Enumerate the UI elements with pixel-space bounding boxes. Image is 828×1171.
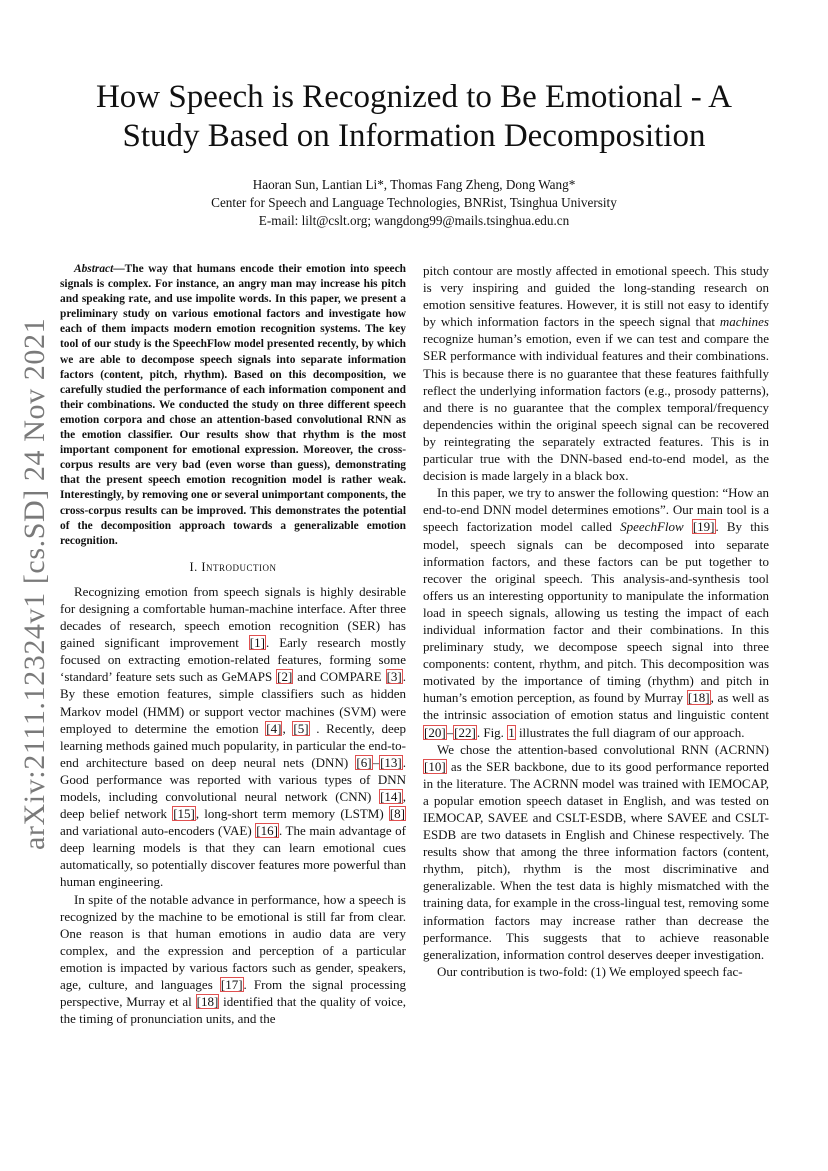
- author-block: [60, 176, 768, 230]
- arxiv-id-text: arXiv:2111.12324v1 [cs.SD] 24 Nov 2021: [18, 317, 51, 850]
- citation-link[interactable]: [8]: [389, 806, 405, 822]
- title-line-1: How Speech is Recognized to Be Emotional - A: [95, 79, 733, 115]
- citation-link[interactable]: [16]: [256, 823, 278, 839]
- section-heading-introduction: [60, 559, 406, 576]
- intro-paragraph-2-continued: pitch contour are mostly affected in emotional speech. This study is very inspiring and guided the long-standing research on emotion sensitive features. However, it is still not easy to identify by which information factors in the speech signal that machines recognize human’s emotion, even if we can test and compare the SER performance with individual features and their combinations. This is because there is no guarantee that these features faithfully reflect the underlying information factors (e.g., prosody patterns), and there is no guarantee that the complex temporal/frequency dependencies within the original speech signal can be recovered by reintegrating the separately extracted features. This is in particular true with the DNN-based end-to-end model, as the decision is made largely in a black box.: [423, 263, 769, 484]
- abstract-text: —The way that humans encode their emotion into speech signals is complex. For instance, an angry man may increase his pitch and speaking rate, and use impolite words. In this paper, we present a preliminary study on various emotional factors and investigate how each of them impacts modern emotion recognition systems. The key tool of our study is the SpeechFlow model presented recently, by which we are able to decompose speech signals into separate information factors (content, pitch, rhythm). Based on this decomposition, we carefully studied the performance of each information component and their combinations. We conducted the study on three different speech emotion corpora and chose an attention-based convolutional RNN as the emotion classifier. Our results show that rhythm is the most important component for emotional expression. Moreover, the cross-corpus results are very bad (even worse than guess), demonstrating that the present speech emotion recognition model is rather weak. Interestingly, by removing one or several unimportant components, the cross-corpus results can be improved. This demonstrates the potential of the decomposition approach towards a generalizable emotion recognition.: [60, 263, 406, 547]
- citation-link[interactable]: [10]: [424, 758, 446, 774]
- section-title: Introduction: [201, 559, 277, 574]
- citation-link[interactable]: [18]: [687, 690, 710, 706]
- right-column: [423, 262, 769, 980]
- citation-link[interactable]: [13]: [380, 754, 402, 770]
- citation-link[interactable]: [20]: [424, 724, 446, 740]
- figure-link[interactable]: 1: [508, 724, 515, 740]
- email-line: E-mail: lilt@cslt.org; wangdong99@mails.tsinghua.edu.cn: [258, 213, 570, 228]
- intro-paragraph-5: Our contribution is two-fold: (1) We employed speech fac-: [437, 963, 743, 979]
- title-line-2: Study Based on Information Decomposition: [122, 118, 706, 154]
- intro-paragraph-3: In this paper, we try to answer the following question: “How an end-to-end DNN model determines emotions”. Our main tool is a speech factorization model called SpeechFlow [19]. By this model, speech signals can be decomposed into separate information factors, and these factors can be put together to recover the original speech. This analysis-and-synthesis tool offers us an interesting opportunity to manipulate the information load in speech signals, allowing us testing the impact of each individual information factor and their combinations. In this preliminary study, we decompose speech signal into three components: content, rhythm, and pitch. This decomposition was motivated by the importance of timing (rhythm) and pitch in human’s emotion perception, as found by Murray [18], as well as the intrinsic association of emotion status and linguistic content [20]–[22]. Fig. 1 illustrates the full diagram of our approach.: [423, 485, 770, 740]
- abstract: [60, 262, 406, 549]
- citation-link[interactable]: [17]: [220, 977, 243, 993]
- citation-link[interactable]: [15]: [173, 806, 195, 822]
- citation-link[interactable]: [6]: [356, 754, 372, 770]
- citation-link[interactable]: [18]: [196, 994, 219, 1010]
- affiliation: Center for Speech and Language Technologies, BNRist, Tsinghua University: [211, 195, 617, 210]
- left-column: [60, 262, 406, 1027]
- citation-link[interactable]: [2]: [277, 669, 293, 685]
- author-names: Haoran Sun, Lantian Li*, Thomas Fang Zheng, Dong Wang*: [252, 177, 576, 192]
- citation-link[interactable]: [1]: [249, 635, 265, 651]
- intro-paragraph-1: Recognizing emotion from speech signals is highly desirable for designing a comfortable human-machine interface. After three decades of research, speech emotion recognition (SER) has gained significant improvement [1]. Early research mostly focused on extracting emotion-related features, forming some ‘standard’ feature sets such as GeMAPS [2] and COMPARE [3]. By these emotion features, simple classifiers such as hidden Markov model (HMM) or support vector machines (SVM) were employed to determine the emotion [4], [5] . Recently, deep learning methods gained much popularity, in particular the end-to-end architecture based on deep neural nets (DNN) [6]–[13]. Good performance was reported with various types of DNN models, including convolutional neural network (CNN) [14], deep belief network [15], long-short term memory (LSTM) [8] and variational auto-encoders (VAE) [16]. The main advantage of deep learning models is that they can learn emotional cues automatically, so potentially discover features more powerful than human engineering.: [60, 583, 407, 890]
- intro-paragraph-2: In spite of the notable advance in performance, how a speech is recognized by the machine to be emotional is still far from clear. One reason is that human emotions in audio data are very complex, and the expression and perception of a particular emotion is impacted by various factors such as gender, speakers, age, culture, and languages [17]. From the signal processing perspective, Murray et al [18] identified that the quality of voice, the timing of pronunciation units, and the: [60, 891, 406, 1027]
- abstract-lead: Abstract: [74, 263, 114, 275]
- citation-link[interactable]: [4]: [266, 720, 282, 736]
- citation-link[interactable]: [22]: [454, 724, 476, 740]
- citation-link[interactable]: [5]: [293, 720, 309, 736]
- citation-link[interactable]: [14]: [380, 789, 402, 804]
- paper-title: [60, 78, 768, 156]
- intro-paragraph-4: We chose the attention-based convolutional RNN (ACRNN) [10] as the SER backbone, due to its good performance reported in the literature. The ACRNN model was trained with IEMOCAP, a popular emotion speech dataset in English, and was tested on IEMOCAP, SAVEE and CSLT-ESDB, where SAVEE and CSLT-ESDB are two datasets in English and Chinese respectively. The results show that among the three information factors (content, rhythm, pitch), rhythm is the most discriminative and generalizable. When the test data is highly mismatched with the training data, for example in the cross-lingual test, removing some information factors may increase rather than decrease the performance. This suggests that to achieve reasonable generalization, information control deserves deeper investigation.: [423, 741, 769, 962]
- citation-link[interactable]: [3]: [386, 669, 402, 685]
- citation-link[interactable]: [19]: [692, 519, 715, 535]
- section-number: I.: [189, 559, 202, 574]
